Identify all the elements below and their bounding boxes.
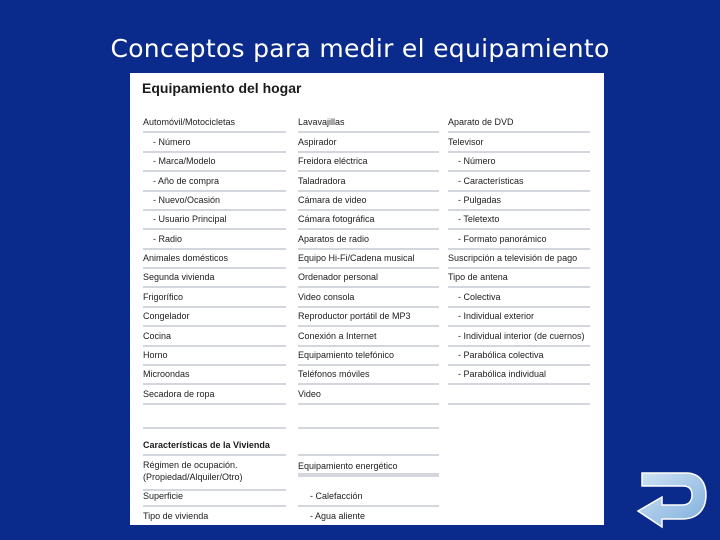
list-item-empty — [143, 409, 286, 429]
list-item: - Calefacción — [298, 487, 439, 507]
section-heading-vivienda: Características de la Vivienda — [143, 436, 286, 456]
list-item: Freidora eléctrica — [298, 152, 439, 172]
list-item: - Parabólica individual — [448, 365, 590, 385]
list-item-empty — [298, 436, 439, 456]
list-item: - Individual interior (de cuernos) — [448, 327, 590, 347]
list-item: Equipamiento telefónico — [298, 346, 439, 366]
list-item: Frigorífico — [143, 288, 286, 308]
return-arrow-icon[interactable] — [636, 469, 708, 529]
equipment-panel — [130, 73, 604, 525]
list-item: - Colectiva — [448, 288, 590, 308]
list-item: Cocina — [143, 327, 286, 347]
list-item: - Año de compra — [143, 172, 286, 192]
slide-title: Conceptos para medir el equipamiento — [110, 34, 610, 63]
list-item: Televisor — [448, 133, 590, 153]
list-item: Superficie — [143, 487, 286, 507]
list-item: - Parabólica colectiva — [448, 346, 590, 366]
list-item-regimen — [143, 457, 286, 491]
list-item: Video consola — [298, 288, 439, 308]
list-item: Aparato de DVD — [448, 113, 590, 133]
list-item: Tipo de antena — [448, 268, 590, 288]
list-item: - Características — [448, 172, 590, 192]
list-item: Equipamiento energético — [298, 457, 439, 477]
list-item: - Agua aliente — [298, 507, 439, 525]
list-item: Equipo Hi-Fi/Cadena musical — [298, 249, 439, 269]
list-item: Lavavajillas — [298, 113, 439, 133]
list-item: - Teletexto — [448, 210, 590, 230]
list-item: Reproductor portátil de MP3 — [298, 307, 439, 327]
list-item: Congelador — [143, 307, 286, 327]
list-item: - Radio — [143, 230, 286, 250]
list-item: Teléfonos móviles — [298, 365, 439, 385]
list-item: - Marca/Modelo — [143, 152, 286, 172]
list-item: Automóvil/Motocicletas — [143, 113, 286, 133]
divider — [298, 471, 439, 475]
list-item: - Pulgadas — [448, 191, 590, 211]
list-item: - Formato panorámico — [448, 230, 590, 250]
list-item: Conexión a Internet — [298, 327, 439, 347]
list-item: - Número — [143, 133, 286, 153]
panel-title: Equipamiento del hogar — [142, 80, 302, 96]
list-item: Suscripción a televisión de pago — [448, 249, 590, 269]
list-item: Animales domésticos — [143, 249, 286, 269]
list-item: - Individual exterior — [448, 307, 590, 327]
list-item: Secadora de ropa — [143, 385, 286, 405]
list-item: Microondas — [143, 365, 286, 385]
list-item: Taladradora — [298, 172, 439, 192]
list-item: Cámara de video — [298, 191, 439, 211]
list-item: Aparatos de radio — [298, 230, 439, 250]
list-item: Segunda vivienda — [143, 268, 286, 288]
list-item: - Nuevo/Ocasión — [143, 191, 286, 211]
regimen-line1: Régimen de ocupación. — [143, 460, 238, 470]
list-item: Video — [298, 385, 439, 405]
list-item-empty — [448, 385, 590, 405]
list-item-empty — [298, 409, 439, 429]
list-item: Horno — [143, 346, 286, 366]
list-item: Tipo de vivienda — [143, 507, 286, 525]
list-item: - Número — [448, 152, 590, 172]
list-item: Cámara fotográfica — [298, 210, 439, 230]
regimen-line2: (Propiedad/Alquiler/Otro) — [143, 472, 243, 482]
list-item: Ordenador personal — [298, 268, 439, 288]
list-item: - Usuario Principal — [143, 210, 286, 230]
list-item: Aspirador — [298, 133, 439, 153]
